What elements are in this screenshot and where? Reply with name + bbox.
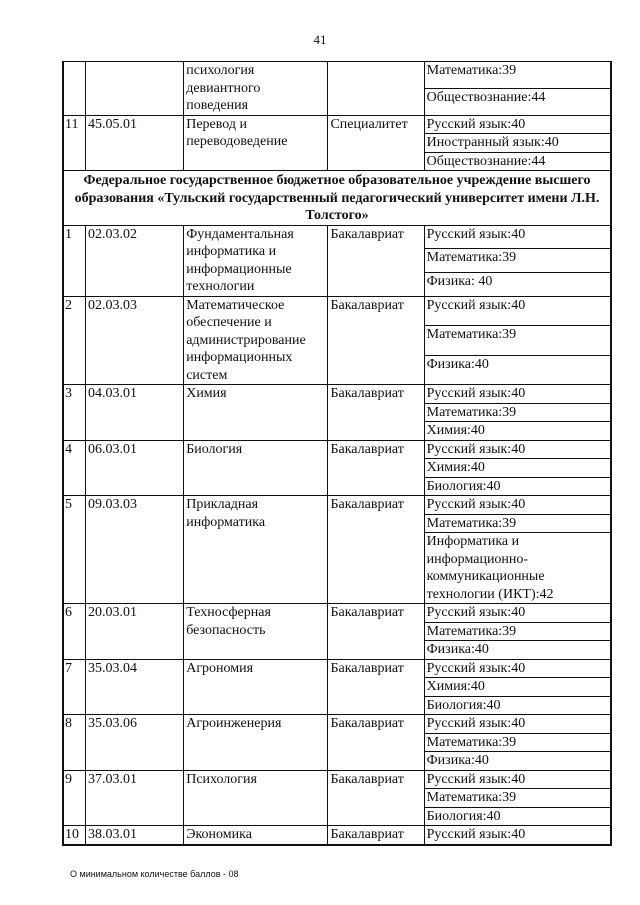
subject-min-score: Химия:40	[424, 678, 610, 697]
subject-min-score: Химия:40	[424, 459, 610, 478]
program-code: 45.05.01	[86, 115, 184, 171]
row-number: 5	[64, 496, 86, 604]
program-name: Биология	[184, 440, 328, 496]
program-name: Перевод и переводоведение	[184, 115, 328, 171]
subject-min-score: Математика:39	[424, 622, 610, 641]
table-row	[64, 62, 611, 89]
subject-min-score: Математика:39	[424, 514, 610, 533]
row-number: 10	[64, 826, 86, 845]
program-name: Экономика	[184, 826, 328, 845]
subject-min-score: Русский язык:40	[424, 604, 610, 623]
table-row	[64, 659, 611, 678]
program-code: 35.03.04	[86, 659, 184, 715]
education-level: Бакалавриат	[328, 659, 424, 715]
program-name: Химия	[184, 385, 328, 441]
program-name: Агроинженерия	[184, 715, 328, 771]
education-level: Специалитет	[328, 115, 424, 171]
program-code: 38.03.01	[86, 826, 184, 845]
program-name: Техносферная безопасность	[184, 604, 328, 660]
row-number	[64, 62, 86, 116]
row-number: 9	[64, 770, 86, 826]
row-number: 3	[64, 385, 86, 441]
subject-min-score: Русский язык:40	[424, 115, 610, 134]
program-name: психология девиантного поведения	[184, 62, 328, 116]
subject-min-score: Русский язык:40	[424, 496, 610, 515]
table-row	[64, 826, 611, 845]
program-code: 04.03.01	[86, 385, 184, 441]
education-level	[328, 62, 424, 116]
row-number: 2	[64, 296, 86, 385]
program-code: 35.03.06	[86, 715, 184, 771]
subject-min-score: Русский язык:40	[424, 385, 610, 404]
subject-min-score: Физика:40	[424, 355, 610, 385]
education-level: Бакалавриат	[328, 604, 424, 660]
subject-min-score: Математика:39	[424, 789, 610, 808]
education-level: Бакалавриат	[328, 225, 424, 296]
row-number: 4	[64, 440, 86, 496]
program-code: 20.03.01	[86, 604, 184, 660]
subject-min-score: Физика:40	[424, 641, 610, 660]
section-title: Федеральное государственное бюджетное образовательное учреждение высшего образования «Тульский государственный педагогический университет имени Л.Н. Толстого»	[64, 171, 611, 226]
subject-min-score: Русский язык:40	[424, 715, 610, 734]
education-level: Бакалавриат	[328, 296, 424, 385]
row-number: 11	[64, 115, 86, 171]
table-row	[64, 770, 611, 789]
subject-min-score: Физика:40	[424, 752, 610, 771]
table-row	[64, 440, 611, 459]
subject-min-score: Математика:39	[424, 249, 610, 273]
table-row	[64, 604, 611, 623]
table-row	[64, 296, 611, 326]
page-number: 41	[313, 32, 327, 47]
program-name: Агрономия	[184, 659, 328, 715]
subject-min-score: Русский язык:40	[424, 770, 610, 789]
subject-min-score: Математика:39	[424, 403, 610, 422]
subject-min-score: Математика:39	[424, 733, 610, 752]
subject-min-score: Математика:39	[424, 62, 610, 89]
program-name: Математическое обеспечение и администрирование информационных систем	[184, 296, 328, 385]
subject-min-score: Математика:39	[424, 326, 610, 356]
program-code: 37.03.01	[86, 770, 184, 826]
program-code	[86, 62, 184, 116]
row-number: 1	[64, 225, 86, 296]
program-name: Психология	[184, 770, 328, 826]
subject-min-score: Русский язык:40	[424, 826, 610, 845]
subject-min-score: Информатика и информационно-коммуникационные технологии (ИКТ):42	[424, 533, 610, 604]
program-code: 09.03.03	[86, 496, 184, 604]
table-row	[64, 385, 611, 404]
subject-min-score: Физика: 40	[424, 272, 610, 296]
subject-min-score: Биология:40	[424, 477, 610, 496]
footer-note: О минимальном количестве баллов - 08	[70, 869, 239, 879]
education-level: Бакалавриат	[328, 496, 424, 604]
admission-table	[62, 61, 612, 846]
table-row	[64, 115, 611, 134]
education-level: Бакалавриат	[328, 385, 424, 441]
program-code: 02.03.03	[86, 296, 184, 385]
table-body	[64, 62, 611, 845]
program-code: 06.03.01	[86, 440, 184, 496]
education-level: Бакалавриат	[328, 770, 424, 826]
row-number: 6	[64, 604, 86, 660]
table-row	[64, 496, 611, 515]
row-number: 8	[64, 715, 86, 771]
subject-min-score: Обществознание:44	[424, 88, 610, 115]
table-row	[64, 715, 611, 734]
subject-min-score: Русский язык:40	[424, 225, 610, 249]
education-level: Бакалавриат	[328, 826, 424, 845]
education-level: Бакалавриат	[328, 440, 424, 496]
table-row	[64, 225, 611, 249]
education-level: Бакалавриат	[328, 715, 424, 771]
subject-min-score: Биология:40	[424, 807, 610, 826]
subject-min-score: Обществознание:44	[424, 152, 610, 171]
subject-min-score: Русский язык:40	[424, 440, 610, 459]
subject-min-score: Биология:40	[424, 696, 610, 715]
section-header-row	[64, 171, 611, 226]
program-code: 02.03.02	[86, 225, 184, 296]
row-number: 7	[64, 659, 86, 715]
subject-min-score: Иностранный язык:40	[424, 134, 610, 153]
program-name: Прикладная информатика	[184, 496, 328, 604]
program-name: Фундаментальная информатика и информационные технологии	[184, 225, 328, 296]
subject-min-score: Русский язык:40	[424, 659, 610, 678]
subject-min-score: Русский язык:40	[424, 296, 610, 326]
subject-min-score: Химия:40	[424, 422, 610, 441]
